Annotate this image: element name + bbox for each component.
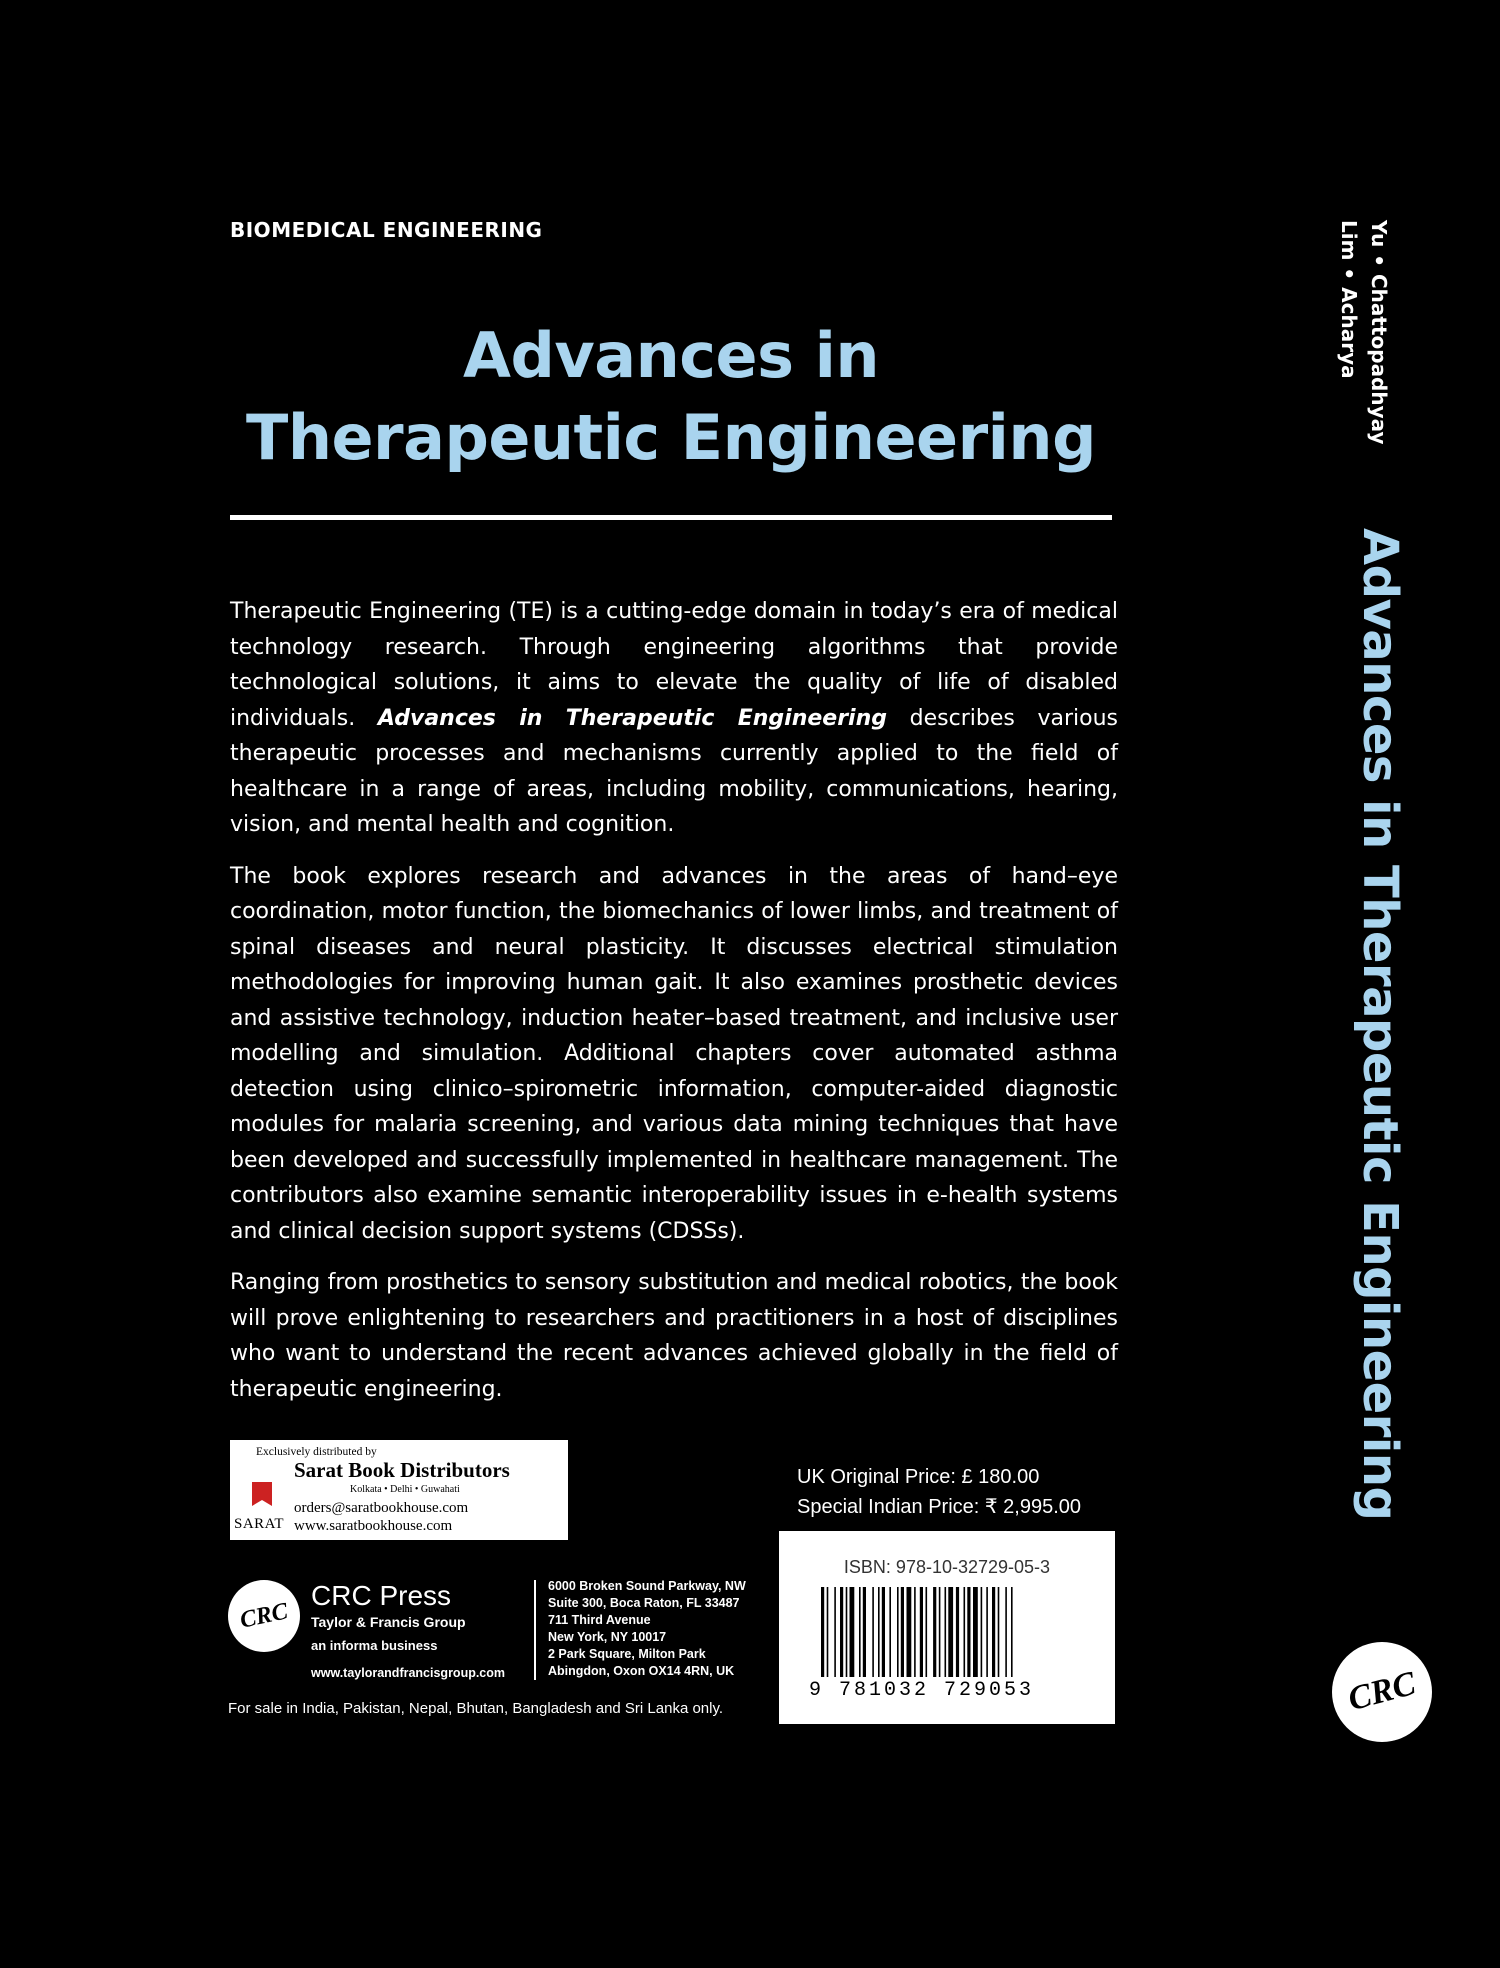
blurb-p1-tail: describes various therapeutic processes and mechanisms currently applied to the field of healthcare in a range of areas, including mobility, communications, hearing, vision, and mental health and cognition. [230, 705, 1119, 837]
barcode-digits: 9 781032 729053 [809, 1679, 1035, 1702]
distributor-name: Sarat Book Distributors [294, 1458, 510, 1482]
title-line-1: Advances in [463, 319, 879, 392]
blurb-paragraph-1 [230, 594, 1118, 843]
spine-crc-logo-text: CRC [1344, 1664, 1420, 1719]
publisher-group: Taylor & Francis Group [311, 1614, 466, 1630]
publisher-website: www.taylorandfrancisgroup.com [311, 1666, 506, 1680]
sale-territory-note: For sale in India, Pakistan, Nepal, Bhutan, Bangladesh and Sri Lanka only. [228, 1700, 724, 1717]
prices [797, 1462, 1081, 1522]
blurb-p1-book-title: Advances in Therapeutic Engineering [377, 705, 888, 731]
spine-title: Advances in Therapeutic Engineering [1352, 528, 1408, 1521]
uk-price: UK Original Price: £ 180.00 [797, 1466, 1040, 1488]
address-line: 2 Park Square, Milton Park [548, 1647, 706, 1661]
address-line: Suite 300, Boca Raton, FL 33487 [548, 1596, 740, 1610]
blurb-paragraph-3: Ranging from prosthetics to sensory substitution and medical robotics, the book will prove enlightening to researchers and practitioners in a host of disciplines who want to understand the recent advances achieved globally in the field of therapeutic engineering. [230, 1270, 1118, 1402]
address-line: 711 Third Avenue [548, 1613, 651, 1627]
title-rule [230, 515, 1112, 520]
publisher-tagline: an informa business [311, 1638, 438, 1653]
distributor-label: Exclusively distributed by [256, 1446, 377, 1458]
spine-crc-logo-icon [1332, 1642, 1432, 1742]
crc-logo-icon [228, 1580, 300, 1652]
spine-authors [1316, 220, 1394, 460]
address-divider [534, 1580, 536, 1680]
isbn-label: ISBN: 978-10-32729-05-3 [843, 1557, 1051, 1577]
book-title [230, 315, 1112, 479]
isbn-barcode-box [779, 1531, 1115, 1724]
barcode-icon [819, 1587, 1079, 1677]
blurb-p1-lead: Therapeutic Engineering (TE) is a cutting-edge domain in today’s era of medical technology research. Through engineering algorithms that provide technological solutions, it aims to elevate the quality of life of disabled individuals. [230, 599, 1118, 731]
spine-authors-line-1: Yu • Chattopadhyay [1367, 220, 1391, 445]
distributor-cities: Kolkata • Delhi • Guwahati [350, 1484, 460, 1495]
distributor-sticker [230, 1440, 568, 1540]
publisher-name: CRC Press [311, 1580, 452, 1611]
address-line: Abingdon, Oxon OX14 4RN, UK [548, 1664, 735, 1678]
distributor-email: orders@saratbookhouse.com [294, 1500, 469, 1516]
address-line: 6000 Broken Sound Parkway, NW [548, 1579, 746, 1593]
sarat-logo-text: SARAT [234, 1516, 285, 1532]
blurb-paragraph-2: The book explores research and advances in the areas of hand–eye coordination, motor function, the biomechanics of lower limbs, and treatment of spinal diseases and neural plasticity. It discusses electrical stimulation methodologies for improving human gait. It also examines prosthetic devices and assistive technology, induction heater–based treatment, and inclusive user modelling and simulation. Additional chapters cover automated asthma detection using clinico–spirometric information, computer-aided diagnostic modules for malaria screening, and various data mining techniques that have been developed and successfully implemented in healthcare management. The contributors also examine semantic interoperability issues in e-health systems and clinical decision support systems (CDSSs). [230, 863, 1118, 1244]
distributor-website: www.saratbookhouse.com [294, 1518, 453, 1534]
publisher-address [548, 1578, 746, 1680]
series-label: BIOMEDICAL ENGINEERING [230, 218, 543, 242]
address-line: New York, NY 10017 [548, 1630, 667, 1644]
blurb [230, 594, 1118, 1423]
spine-authors-line-2: Lim • Acharya [1337, 220, 1361, 379]
indian-price: Special Indian Price: ₹ 2,995.00 [797, 1496, 1082, 1518]
crc-logo-text: CRC [237, 1597, 291, 1634]
title-line-2: Therapeutic Engineering [246, 401, 1096, 474]
